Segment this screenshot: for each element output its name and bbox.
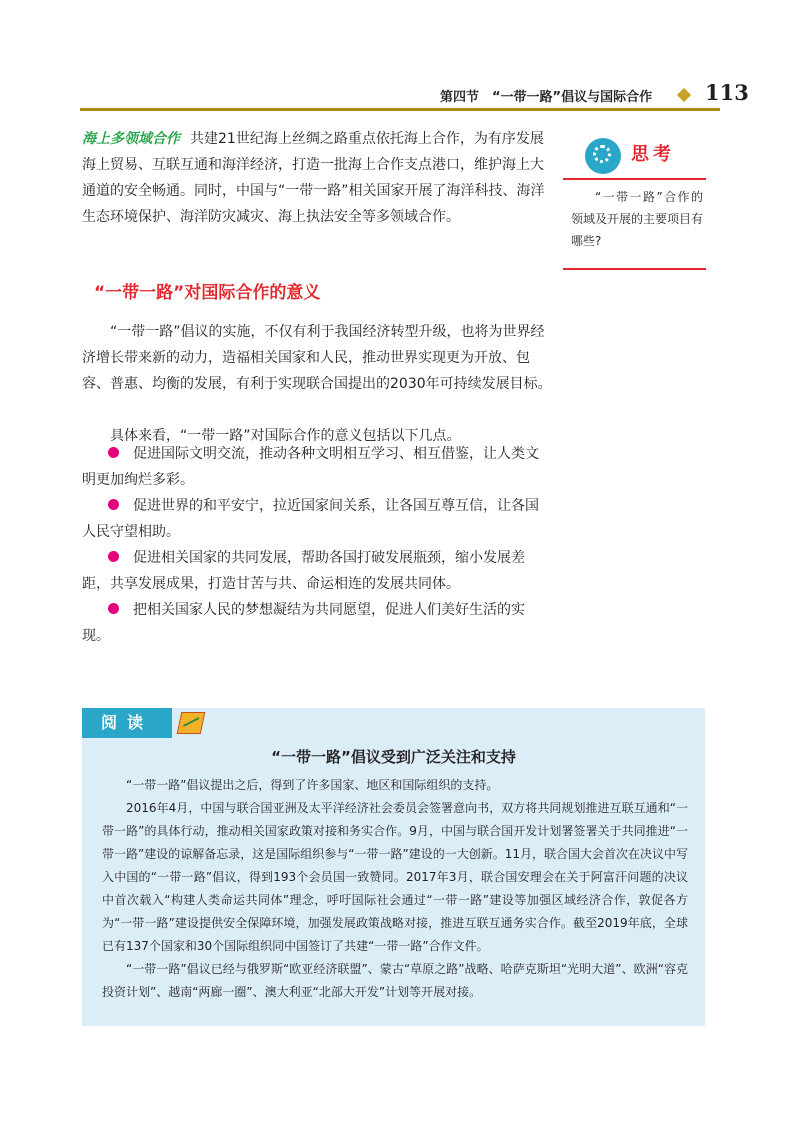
intro-text: 共建21世纪海上丝绸之路重点依托海上合作，为有序发展海上贸易、互联互通和海洋经济，打造一批海上合作支点港口，维护海上大通道的安全畅通。同时，中国与“一带一路”相关国家开展了海洋科技、海洋生态环境保护、海洋防灾减灾、海上执法安全等多领域合作。 (82, 131, 545, 225)
think-box (563, 134, 706, 270)
header-rule (80, 108, 720, 111)
section-heading: “一带一路”对国际合作的意义 (94, 283, 321, 303)
section-title: 第四节 “一带一路”倡议与国际合作 (440, 90, 653, 105)
reading-paragraph-2: 2016年4月，中国与联合国亚洲及太平洋经济社会委员会签署意向书，双方将共同规划推进互联互通和“一带一路”的具体行动，推动相关国家政策对接和务实合作。9月，中国与联合国开发计划署签署关于共同推进“一带一路”建设的谅解备忘录，这是国际组织参与“一带一路”建设的一大创新。11月，联合国大会首次在决议中写入中国的“一带一路”倡议，得到193个会员国一致赞同。2017年3月，联合国安理会在关于阿富汗问题的决议中首次载入“构建人类命运共同体”理念，呼吁国际社会通过“一带一路”建设等加强区域经济合作，敦促各方为“一带一路”建设提供安全保障环境，加强发展政策战略对接，推进互联互通务实合作。截至2019年底，全球已有137个国家和30个国际组织同中国签订了共建“一带一路”合作文件。 (102, 801, 688, 953)
bullet-item-3 (82, 545, 552, 597)
book-pen-icon (177, 712, 206, 734)
bullet-icon (108, 499, 119, 510)
body-paragraph-1: “一带一路”倡议的实施，不仅有利于我国经济转型升级，也将为世界经济增长带来新的动力，造福相关国家和人民，推动世界实现更为开放、包容、普惠、均衡的发展，有利于实现联合国提出的2030年可持续发展目标。 (82, 324, 552, 392)
bullet-text-4: 把相关国家人民的梦想凝结为共同愿望，促进人们美好生活的实现。 (82, 602, 525, 644)
reading-tab: 阅读 (82, 708, 172, 738)
reading-box (82, 708, 705, 1026)
bullet-icon (108, 447, 119, 458)
intro-paragraph (82, 126, 552, 230)
think-label: 思考 (631, 144, 675, 165)
bullet-text-3: 促进相关国家的共同发展，帮助各国打破发展瓶颈，缩小发展差距，共享发展成果，打造甘苦与共、命运相连的发展共同体。 (82, 550, 525, 592)
bullet-item-4 (82, 597, 552, 649)
diamond-icon (677, 88, 691, 102)
think-question: “一带一路”合作的领域及开展的主要项目有哪些? (571, 190, 704, 248)
think-bottom-rule (563, 268, 706, 270)
page-number: 113 (705, 80, 749, 105)
bullet-icon (108, 603, 119, 614)
think-divider (563, 178, 706, 180)
bullet-icon (108, 551, 119, 562)
bullet-text-2: 促进世界的和平安宁，拉近国家间关系，让各国互尊互信，让各国人民守望相助。 (82, 498, 539, 540)
head-gear-icon (585, 138, 621, 174)
intro-heading: 海上多领域合作 (82, 131, 180, 147)
body-paragraph-2: 具体来看，“一带一路”对国际合作的意义包括以下几点。 (110, 428, 461, 444)
bullet-item-1 (82, 441, 552, 493)
bullet-text-1: 促进国际文明交流，推动各种文明相互学习、相互借鉴，让人类文明更加绚烂多彩。 (82, 446, 539, 488)
reading-paragraph-3: “一带一路”倡议已经与俄罗斯“欧亚经济联盟”、蒙古“草原之路”战略、哈萨克斯坦“光明大道”、欧洲“容克投资计划”、越南“两廊一圈”、澳大利亚“北部大开发”计划等开展对接。 (102, 962, 688, 999)
reading-title: “一带一路”倡议受到广泛关注和支持 (271, 748, 516, 766)
reading-paragraph-1: “一带一路”倡议提出之后，得到了许多国家、地区和国际组织的支持。 (126, 778, 499, 792)
bullet-item-2 (82, 493, 552, 545)
